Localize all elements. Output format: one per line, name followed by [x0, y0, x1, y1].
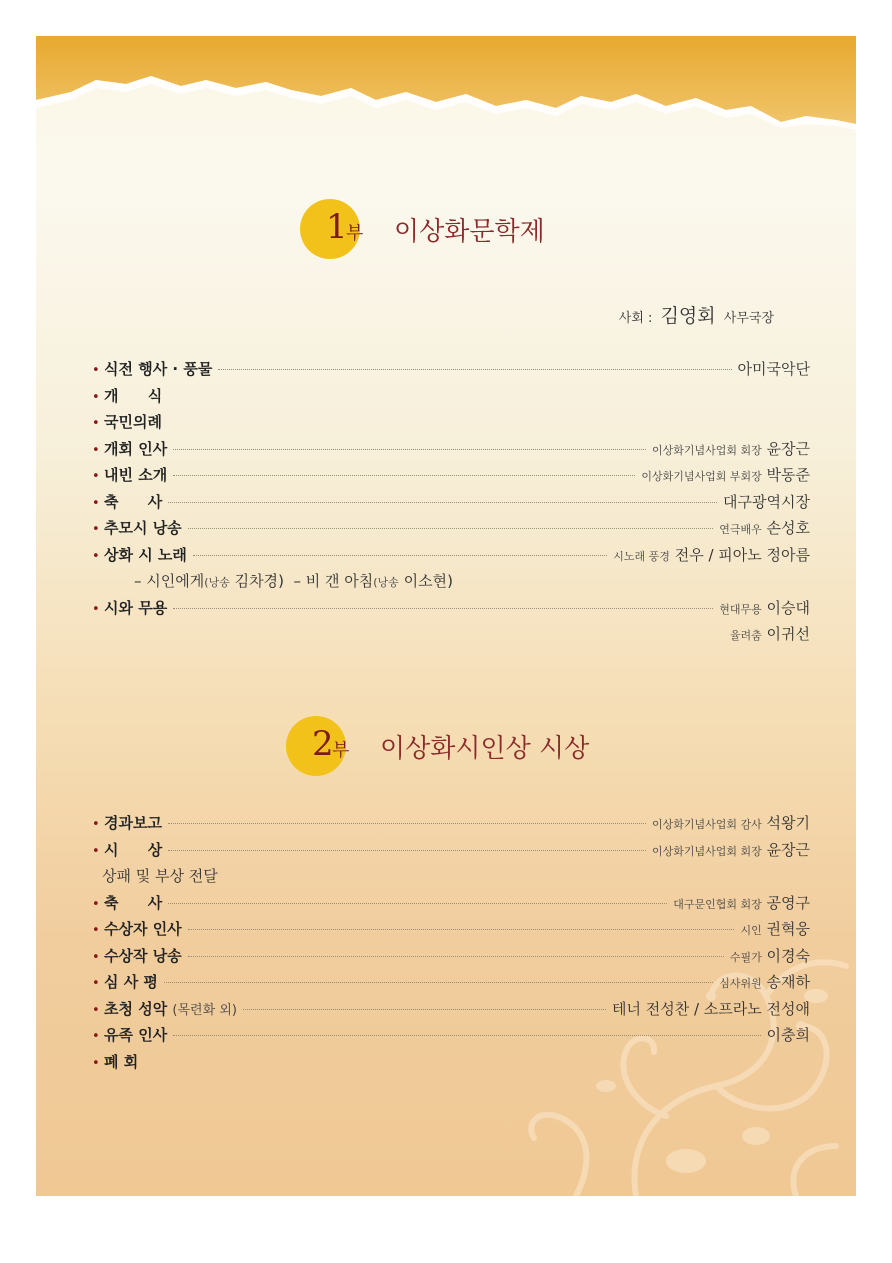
dot-leader	[164, 982, 713, 983]
item-role: 율려춤	[729, 629, 762, 642]
bullet-icon: •	[92, 416, 100, 431]
part2-title: 이상화시인상 시상	[380, 733, 590, 764]
dot-leader	[168, 823, 646, 824]
singer-prefix-1: (낭송	[204, 576, 230, 589]
singer-suffix-1: )	[278, 572, 284, 590]
list-item	[92, 358, 810, 385]
singer-2: 이소현	[403, 572, 448, 590]
item-name: 테너 전성찬 / 소프라노 전성애	[611, 999, 810, 1018]
bullet-icon: •	[92, 522, 100, 537]
dot-leader	[168, 903, 667, 904]
item-role: 현대무용	[719, 602, 762, 616]
part2-number: 2	[312, 724, 334, 764]
item-label: 축 사	[104, 492, 163, 511]
item-name: 손성호	[766, 519, 810, 537]
part2-number-badge	[286, 716, 350, 776]
song-title-1: 시인에게	[146, 572, 205, 590]
part2-suffix: 부	[332, 740, 350, 761]
item-label: 식전 행사 · 풍물	[104, 360, 213, 378]
list-item	[92, 491, 810, 518]
item-label: 국민의례	[104, 413, 162, 431]
dot-leader	[173, 449, 646, 450]
item-label: 개 식	[104, 386, 163, 405]
song-line	[92, 570, 810, 597]
item-name: 권혁웅	[766, 920, 810, 938]
item-role: 대구문인협회 회장	[673, 897, 762, 911]
award-note	[92, 865, 810, 892]
part1-header	[300, 199, 545, 259]
item-role: 연극배우	[719, 523, 762, 536]
item-label: 유족 인사	[104, 1026, 168, 1044]
item-name: 대구광역시장	[723, 492, 810, 511]
item-label: 시 상	[104, 840, 163, 859]
item-name: 전우 / 피아노 정아름	[674, 545, 810, 564]
item-label: 추모시 낭송	[104, 519, 182, 537]
list-item	[92, 945, 810, 972]
item-label: 축 사	[104, 893, 163, 912]
item-label: 심 사 평	[104, 973, 158, 991]
list-item	[92, 998, 810, 1025]
bullet-icon: •	[92, 442, 100, 458]
item-role: 시노래 풍경	[613, 549, 670, 563]
item-role: 이상화기념사업회 회장	[651, 844, 762, 858]
bullet-icon: •	[92, 843, 100, 859]
bullet-icon: •	[92, 976, 100, 991]
list-item	[92, 544, 810, 571]
item-label: 수상작 낭송	[104, 946, 182, 965]
bullet-icon: •	[92, 363, 100, 378]
bullet-icon: •	[92, 601, 100, 617]
bullet-icon: •	[92, 923, 100, 938]
part1-number-badge	[300, 199, 364, 259]
song-separator: –	[293, 572, 301, 590]
dot-leader	[188, 929, 735, 930]
item-name: 송재하	[766, 973, 810, 991]
singer-suffix-2: )	[447, 572, 453, 590]
bullet-icon: •	[92, 548, 100, 564]
part1-suffix: 부	[346, 223, 364, 244]
part1-list	[92, 358, 810, 650]
bullet-icon: •	[92, 817, 100, 832]
item-role: 이상화기념사업회 부회장	[641, 470, 762, 483]
bullet-icon: •	[92, 1002, 100, 1018]
dot-leader	[188, 528, 714, 529]
dot-leader	[173, 1035, 760, 1036]
item-role: 시인	[740, 924, 762, 937]
item-label: 상화 시 노래	[104, 545, 187, 564]
item-name: 박동준	[766, 466, 810, 484]
item-name: 이귀선	[766, 625, 810, 643]
singer-prefix-2: (낭송	[373, 576, 399, 589]
part2-header	[286, 716, 589, 776]
song-dash: –	[134, 572, 142, 590]
dot-leader	[173, 475, 635, 476]
host-line	[619, 301, 774, 328]
list-item	[92, 597, 810, 624]
list-item	[92, 464, 810, 491]
item-label: 내빈 소개	[104, 466, 168, 484]
dot-leader	[193, 555, 607, 556]
dot-leader	[168, 502, 717, 503]
dot-leader	[243, 1009, 606, 1010]
list-item	[92, 438, 810, 465]
dot-leader	[173, 608, 713, 609]
list-item	[92, 971, 810, 998]
list-item	[92, 411, 810, 438]
item-name: 윤장근	[766, 439, 810, 458]
item-name: 공영구	[766, 893, 810, 912]
item-role: 수필가	[729, 950, 762, 964]
item-role: 이상화기념사업회 회장	[651, 443, 762, 457]
item-role: 심사위원	[719, 977, 762, 990]
list-item	[92, 812, 810, 839]
part2-list	[92, 812, 810, 1077]
item-label: 시와 무용	[104, 598, 168, 617]
list-item	[92, 1051, 810, 1078]
singer-1: 김차경	[234, 572, 279, 590]
torn-paper-banner	[36, 36, 856, 146]
item-name: 석왕기	[766, 814, 810, 832]
item-label: 경과보고	[104, 814, 162, 832]
bullet-icon: •	[92, 389, 100, 405]
dot-leader	[168, 850, 646, 851]
list-item	[92, 918, 810, 945]
item-name: 이경숙	[766, 946, 810, 965]
item-role: 이상화기념사업회 감사	[651, 818, 762, 831]
host-name: 김영회	[660, 305, 716, 327]
host-role: 사회 :	[618, 311, 653, 326]
list-item	[92, 839, 810, 866]
list-item	[92, 1024, 810, 1051]
dot-leader	[188, 956, 724, 957]
bullet-icon: •	[92, 896, 100, 912]
bullet-icon: •	[92, 469, 100, 484]
dot-leader	[218, 369, 731, 370]
list-item	[92, 385, 810, 412]
list-item	[92, 892, 810, 919]
list-item-extra	[92, 623, 810, 650]
item-name: 아미국악단	[737, 360, 810, 378]
item-label-sub: (목련화 외)	[172, 1002, 237, 1018]
item-label: 개회 인사	[104, 439, 168, 458]
item-label: 폐 회	[104, 1052, 139, 1071]
item-label: 초청 성악	[104, 999, 168, 1018]
host-title: 사무국장	[723, 311, 774, 326]
bullet-icon: •	[92, 1029, 100, 1044]
item-name: 윤장근	[766, 840, 810, 859]
part1-number: 1	[326, 207, 348, 247]
award-note-text: 상패 및 부상 전달	[102, 867, 218, 885]
item-label: 수상자 인사	[104, 920, 182, 938]
program-page	[36, 36, 856, 1196]
bullet-icon: •	[92, 949, 100, 965]
list-item	[92, 517, 810, 544]
item-name: 이충희	[766, 1026, 810, 1044]
bullet-icon: •	[92, 1055, 100, 1071]
part1-title: 이상화문학제	[394, 216, 545, 247]
item-name: 이승대	[766, 598, 810, 617]
bullet-icon: •	[92, 495, 100, 511]
song-title-2: 비 갠 아침	[305, 572, 374, 590]
